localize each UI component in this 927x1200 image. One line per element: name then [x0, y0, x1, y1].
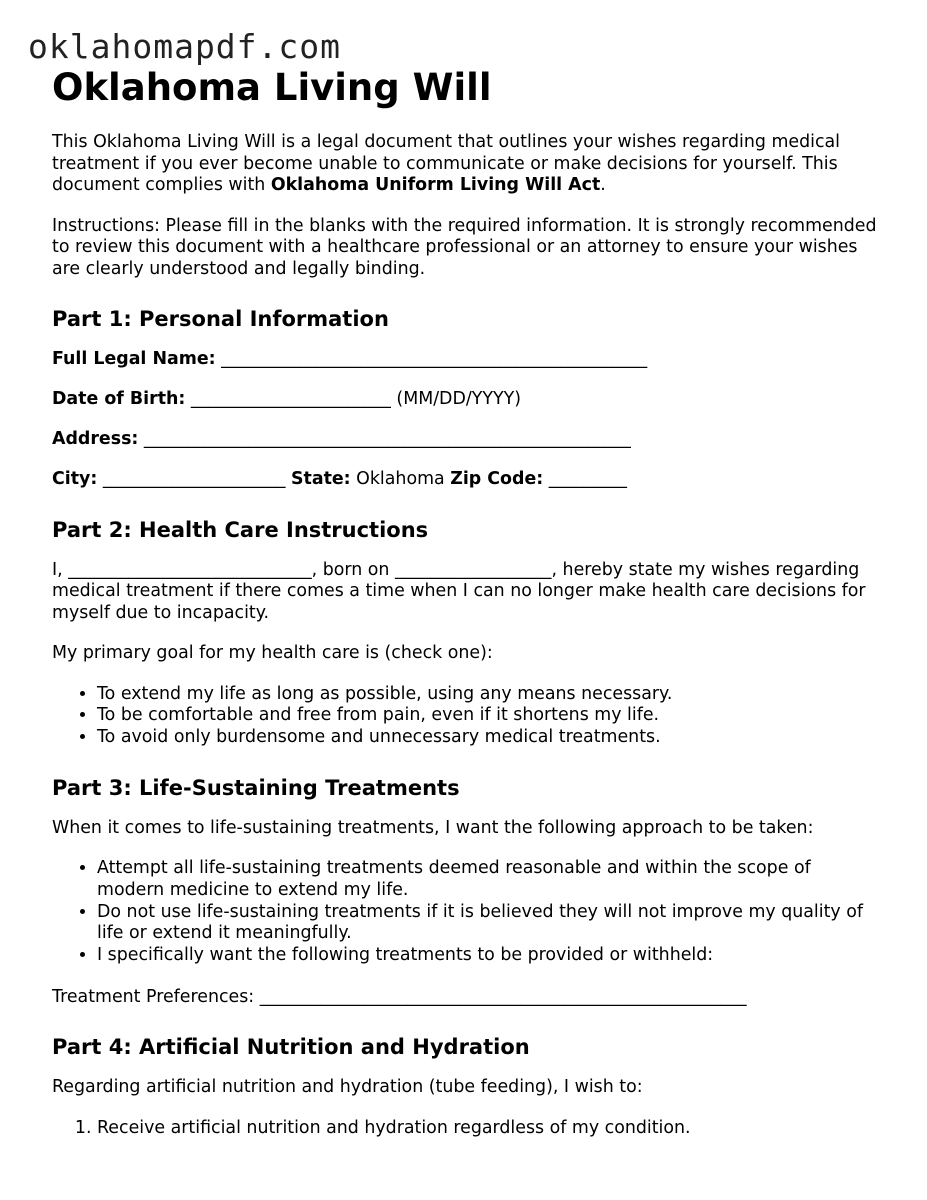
full-name-field[interactable] — [52, 349, 882, 371]
dob-format: (MM/DD/YYYY) — [396, 389, 521, 409]
document — [52, 66, 882, 1159]
zip-blank[interactable]: _________ — [548, 469, 627, 489]
statement-end: , hereby state my wishes regarding medical treatment if there comes a time when I can no longer make health care decisions for myself due to incapacity. — [52, 559, 866, 623]
nutrition-option-list — [52, 1118, 882, 1140]
dob-blank[interactable]: _______________________ — [190, 389, 391, 409]
preferences-label: Treatment Preferences: — [52, 986, 260, 1007]
goal-list — [52, 684, 882, 749]
zip-label: Zip Code: — [450, 469, 544, 489]
city-label: City: — [52, 469, 98, 489]
treatment-option[interactable]: • Attempt all life-sustaining treatments deemed reasonable and within the scope of modern medicine to extend my life. — [97, 858, 882, 901]
part3-heading: Part 3: Life-Sustaining Treatments — [52, 775, 460, 800]
part3-prompt: When it comes to life-sustaining treatments, I want the following approach to be taken: — [52, 817, 814, 838]
state-value: Oklahoma — [356, 469, 445, 489]
dob-field[interactable] — [52, 389, 882, 411]
goal-prompt: My primary goal for my health care is (check one): — [52, 643, 493, 663]
watermark: oklahomapdf.com — [28, 27, 342, 66]
address-blank[interactable]: ________________________________________________________ — [143, 429, 631, 449]
goal-option[interactable]: • To be comfortable and free from pain, even if it shortens my life. — [97, 705, 882, 727]
part1-heading: Part 1: Personal Information — [52, 307, 389, 331]
intro-paragraph — [52, 132, 882, 197]
part4-prompt: Regarding artificial nutrition and hydration (tube feeding), I wish to: — [52, 1077, 643, 1098]
intro-text: This Oklahoma Living Will is a legal document that outlines your wishes regarding medical treatment if you ever become unable to communicate or make decisions for yourself. This document complies with — [52, 132, 841, 195]
state-label: State: — [291, 469, 351, 489]
goal-option[interactable]: • To avoid only burdensome and unnecessary medical treatments. — [97, 727, 882, 749]
treatment-option[interactable]: • Do not use life-sustaining treatments if it is believed they will not improve my quality of life or extend it meaningfully. — [97, 902, 882, 945]
instructions-paragraph: Instructions: Please fill in the blanks with the required information. It is strongly recommended to review this document with a healthcare professional or an attorney to ensure your wishes are clearly understood and legally binding. — [52, 215, 877, 279]
statement-mid: , born on — [311, 559, 395, 580]
treatment-option[interactable]: • I specifically want the following treatments to be provided or withheld: — [97, 945, 882, 967]
treatment-preferences-field[interactable] — [52, 987, 882, 1009]
part2-heading: Part 2: Health Care Instructions — [52, 517, 429, 542]
dob-label: Date of Birth: — [52, 389, 186, 409]
declarant-name-blank[interactable]: ____________________________ — [68, 559, 312, 580]
preferences-blank[interactable]: ________________________________________________________ — [259, 986, 747, 1007]
treatment-option-list — [52, 858, 882, 967]
full-name-label: Full Legal Name: — [52, 349, 216, 369]
goal-option[interactable]: • To extend my life as long as possible, using any means necessary. — [97, 684, 882, 706]
address-label: Address: — [52, 429, 139, 449]
full-name-blank[interactable]: _________________________________________________ — [221, 349, 648, 369]
statement-start: I, — [52, 559, 69, 580]
city-state-zip-field[interactable] — [52, 469, 882, 491]
nutrition-option[interactable]: 1. Receive artificial nutrition and hydration regardless of my condition. — [97, 1118, 882, 1140]
intro-end: . — [600, 175, 606, 195]
part4-heading: Part 4: Artificial Nutrition and Hydration — [52, 1035, 530, 1060]
act-name: Oklahoma Uniform Living Will Act — [270, 175, 601, 195]
address-field[interactable] — [52, 429, 882, 451]
part2-statement — [52, 560, 882, 625]
page-title: Oklahoma Living Will — [52, 66, 492, 109]
city-blank[interactable]: _____________________ — [102, 469, 286, 489]
born-blank[interactable]: __________________ — [394, 559, 552, 580]
